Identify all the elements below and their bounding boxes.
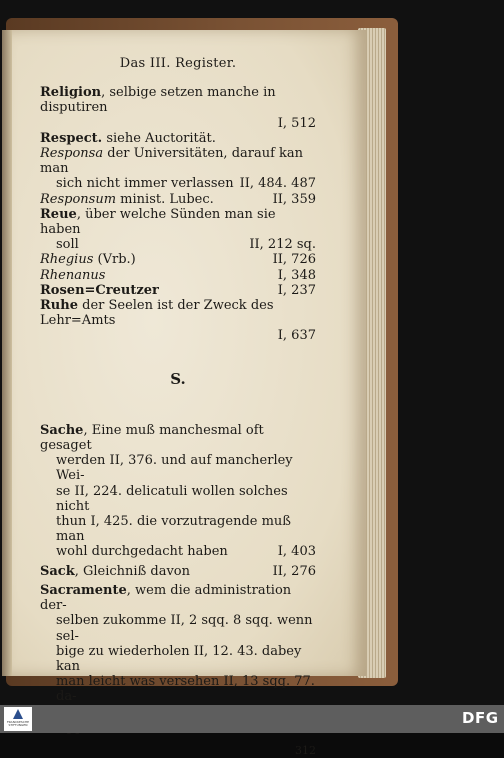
page-number: 312 <box>295 743 316 757</box>
viewer-footer-bar <box>0 705 504 733</box>
entry-headword: Sache <box>40 422 84 438</box>
entry-text: se II, 224. delicatuli wollen solches nicht <box>56 483 288 514</box>
entry-text: , selbige setzen manche in disputiren <box>40 85 276 116</box>
entry-line <box>40 544 316 559</box>
register-entries-r <box>40 85 316 343</box>
entry-headword: Ruhe <box>40 298 78 314</box>
entry-line <box>40 146 316 176</box>
running-head: Das III. Register. <box>119 56 237 71</box>
register-entry <box>40 192 316 207</box>
page-text <box>40 56 316 758</box>
entry-line <box>40 176 316 191</box>
entry-line <box>40 583 316 613</box>
entry-headword: Rhegius <box>40 252 94 268</box>
entry-line <box>40 268 316 283</box>
page-reference: I, 403 <box>277 544 316 560</box>
entry-line <box>40 423 316 453</box>
library-logo[interactable] <box>4 707 32 731</box>
register-entry <box>40 146 316 192</box>
entry-headword: Sack <box>40 563 75 579</box>
entry-line <box>40 613 316 643</box>
entry-headword: Reue <box>40 206 77 222</box>
register-entry <box>40 268 316 283</box>
entry-headword: Rosen=Creutzer <box>40 282 159 298</box>
entry-line <box>40 116 316 131</box>
entry-text: , Gleichniß davon <box>74 563 191 579</box>
entry-text: der Universitäten, darauf kan man <box>40 146 304 177</box>
entry-text: sich nicht immer verlassen <box>56 176 234 192</box>
logo-icon <box>13 709 23 719</box>
entry-text: minist. Lubec. <box>116 191 214 207</box>
entry-headword: Religion <box>40 85 102 101</box>
page-reference: I, 637 <box>277 328 316 344</box>
page-reference: II, 359 <box>272 191 316 207</box>
register-entry <box>40 423 316 560</box>
entry-headword: Sacramente <box>40 582 127 598</box>
entry-line <box>40 674 316 704</box>
entry-headword: Respect. <box>40 130 103 146</box>
entry-line <box>40 85 316 115</box>
entry-text: (Vrb.) <box>93 252 136 268</box>
entry-text: , Eine muß manchesmal oft gesaget <box>40 422 264 454</box>
entry-text: bige zu wiederholen II, 12. 43. dabey kan <box>56 643 302 674</box>
register-entries-s <box>40 423 316 739</box>
entry-line <box>40 328 316 343</box>
page-reference: II, 726 <box>272 252 316 268</box>
entry-line <box>40 131 316 146</box>
entry-line <box>40 237 316 252</box>
entry-text: wohl durchgedacht haben <box>56 544 228 560</box>
previous-page-edge <box>2 30 12 676</box>
entry-line <box>40 453 316 483</box>
page-reference: I, 512 <box>277 115 316 131</box>
entry-text: werden II, 376. und auf mancherley Wei- <box>56 453 293 484</box>
page-reference: II, 212 sq. <box>249 237 316 253</box>
register-entry <box>40 252 316 267</box>
page-reference: I, 237 <box>277 282 316 298</box>
register-entry <box>40 298 316 344</box>
entry-text: , über welche Sünden man sie haben <box>40 206 276 238</box>
entry-line <box>40 514 316 544</box>
register-entry <box>40 207 316 253</box>
entry-line <box>40 207 316 237</box>
entry-text: man leicht was versehen II, 13 sqq. 77. da- <box>56 674 315 705</box>
entry-text: siehe Auctorität. <box>102 130 216 146</box>
entry-text: , wem die administration der- <box>40 582 292 614</box>
entry-headword: Responsum <box>40 191 117 207</box>
section-letter: S. <box>170 369 186 388</box>
entry-line <box>40 298 316 328</box>
register-entry <box>40 564 316 579</box>
page-reference: I, 348 <box>277 267 316 283</box>
register-entry <box>40 85 316 131</box>
entry-line <box>40 644 316 674</box>
logo-text: FRANCKESCHE STIFTUNGEN <box>6 720 30 727</box>
register-entry <box>40 283 316 298</box>
entry-text: thun I, 425. die vorzutragende muß man <box>56 514 291 545</box>
register-entry <box>40 131 316 146</box>
page-reference: II, 484. 487 <box>239 176 316 192</box>
entry-headword: Responsa <box>40 146 104 162</box>
entry-text: soll <box>56 237 79 253</box>
entry-line <box>40 484 316 514</box>
entry-line <box>40 192 316 207</box>
dfg-logo[interactable]: DFG <box>462 709 499 727</box>
entry-line <box>40 564 316 579</box>
entry-line <box>40 283 316 298</box>
page-reference: II, 276 <box>272 563 316 579</box>
entry-line <box>40 252 316 267</box>
entry-headword: Rhenanus <box>40 267 106 283</box>
entry-gap <box>40 735 316 739</box>
entry-text: der Seelen ist der Zweck des Lehr=Amts <box>40 298 274 329</box>
entry-text: selben zukomme II, 2 sqq. 8 sqq. wenn sel- <box>56 613 313 644</box>
